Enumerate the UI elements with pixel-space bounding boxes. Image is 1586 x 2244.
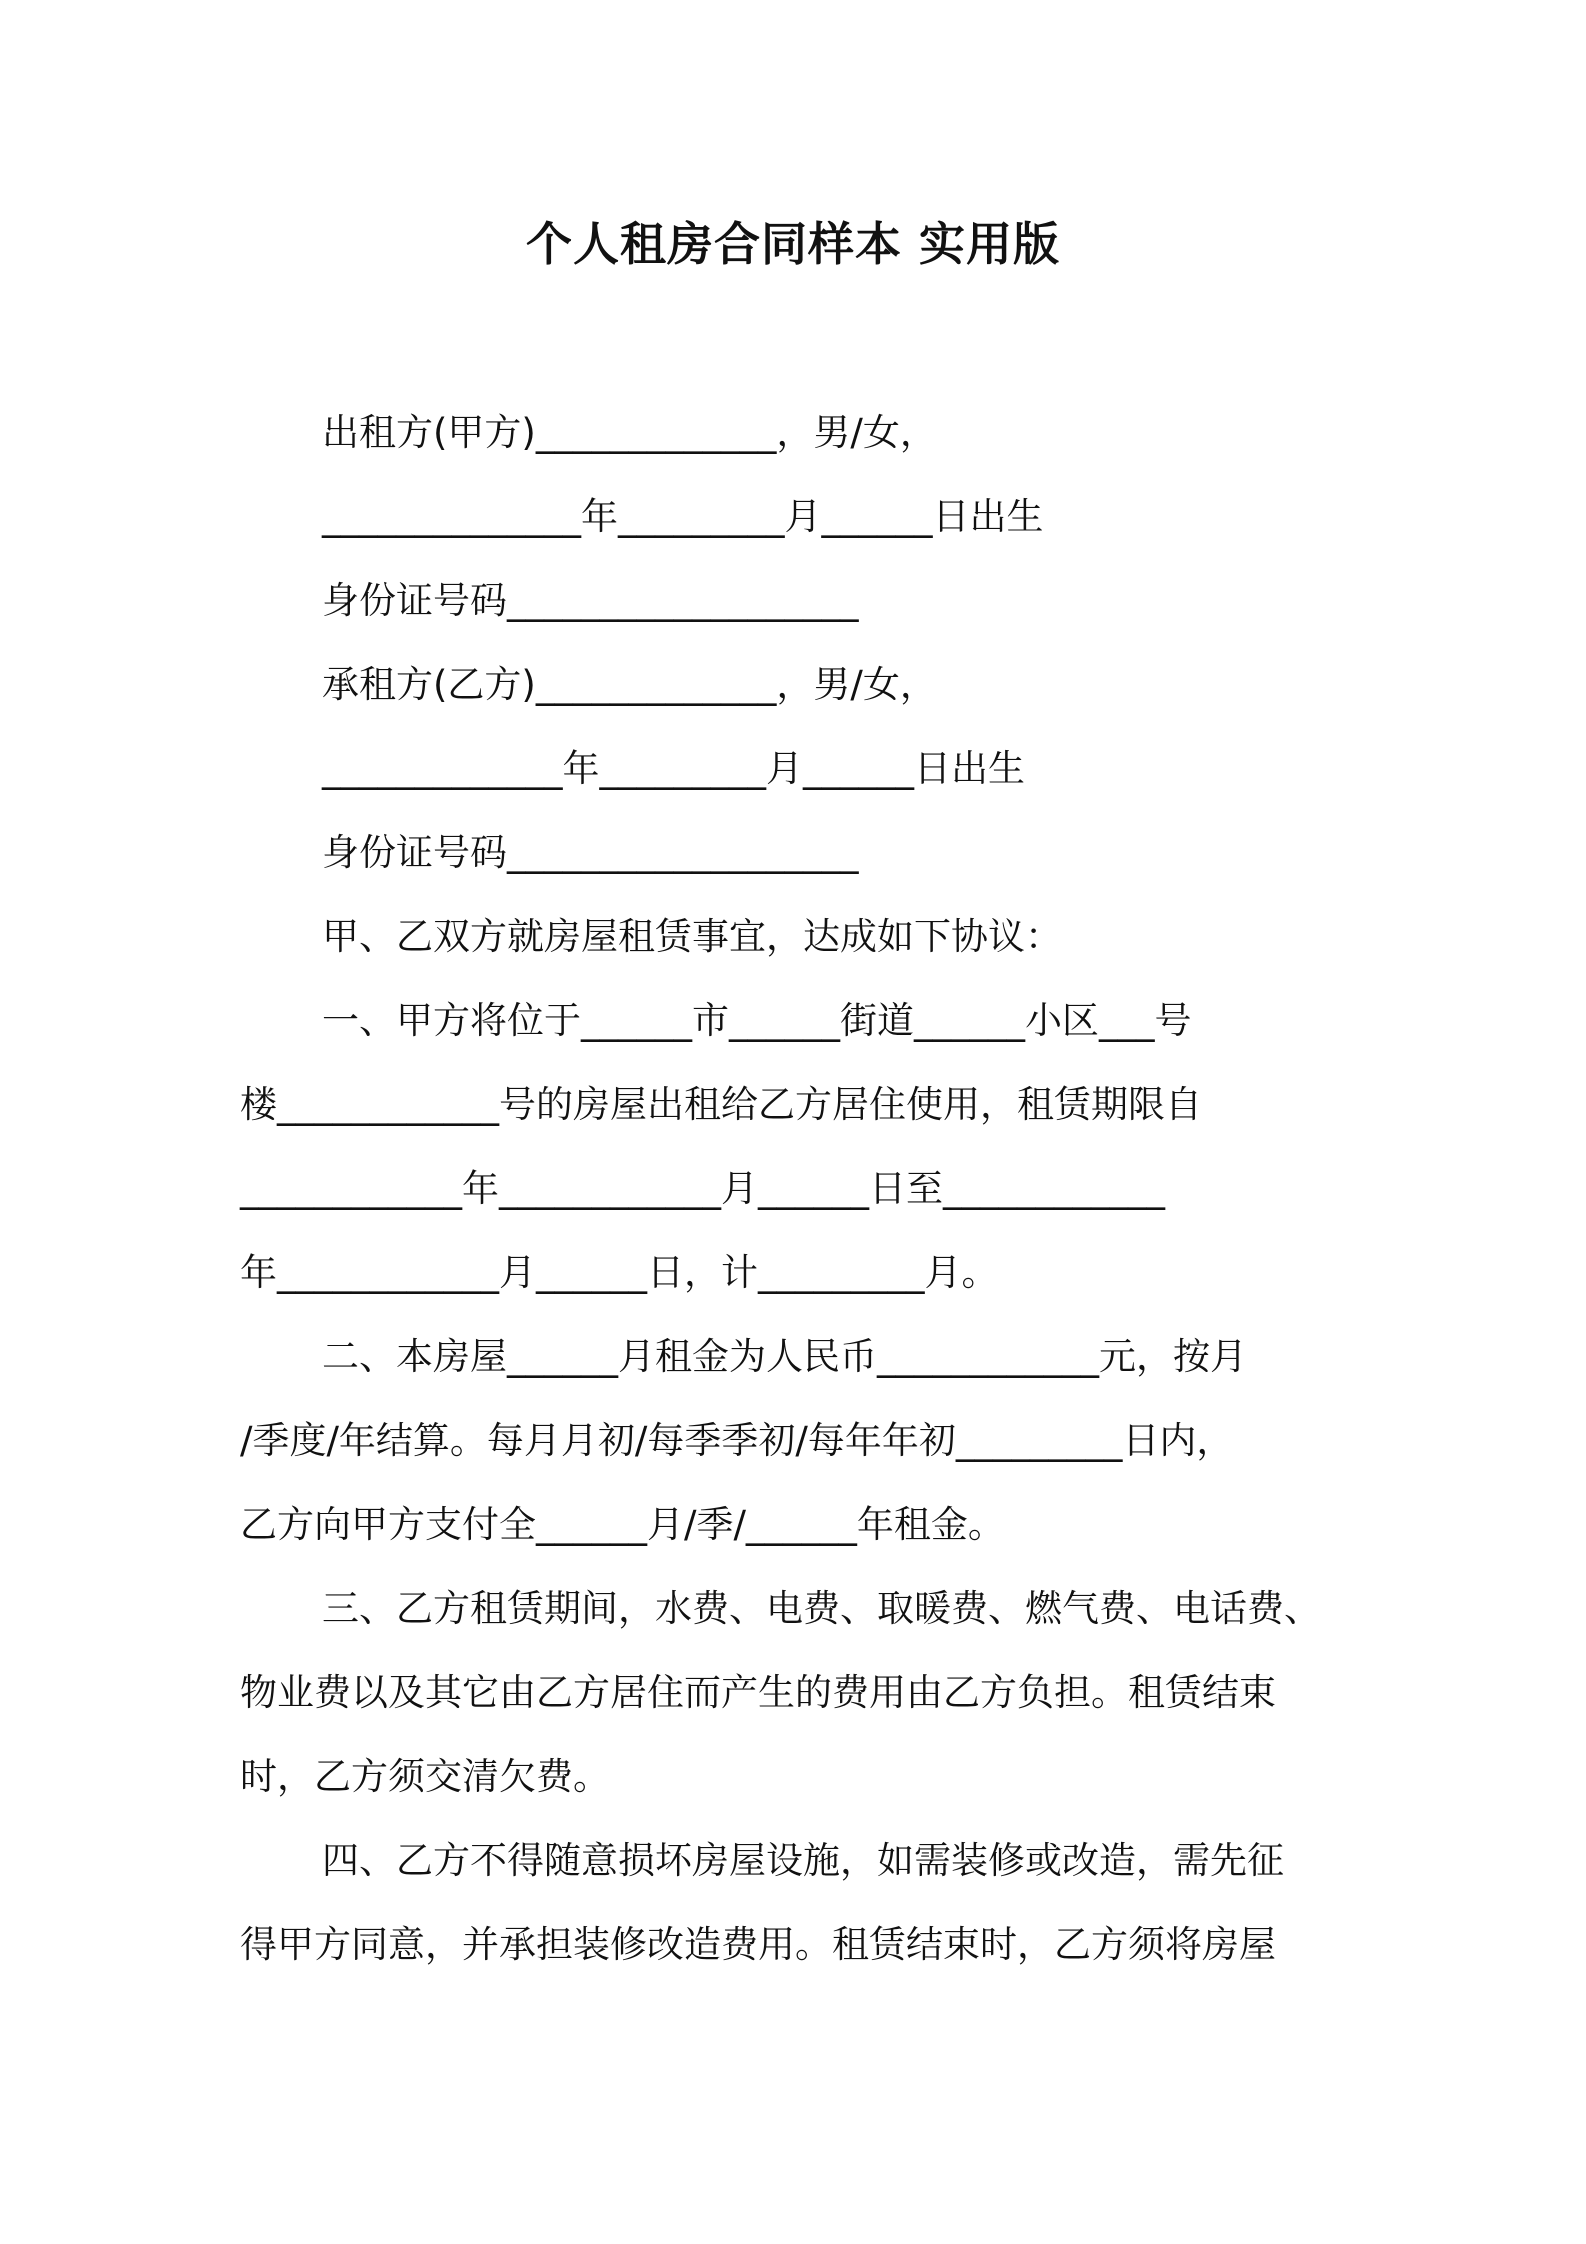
lessee-line: 承租方(乙方)_____________，男/女， (322, 663, 937, 706)
document-title: 个人租房合同样本 实用版 (525, 217, 1060, 271)
clause-2-line-1: 二、本房屋______月租金为人民币____________元，按月 (322, 1335, 1247, 1378)
clause-1-line-3: ____________年____________月______日至____________ (240, 1167, 1165, 1210)
lessor-line: 出租方(甲方)_____________，男/女， (322, 411, 937, 454)
clause-4-line-2: 得甲方同意，并承担装修改造费用。租赁结束时，乙方须将房屋 (240, 1923, 1276, 1966)
lessee-birth-line: _____________年_________月______日出生 (322, 747, 1025, 790)
clause-1-line-2: 楼____________号的房屋出租给乙方居住使用，租赁期限自 (240, 1083, 1202, 1126)
clause-2-line-3: 乙方向甲方支付全______月/季/______年租金。 (240, 1503, 1005, 1546)
lessee-id-line: 身份证号码___________________ (322, 831, 859, 874)
lessor-birth-line: ______________年_________月______日出生 (322, 495, 1044, 538)
clause-3-line-2: 物业费以及其它由乙方居住而产生的费用由乙方负担。租赁结束 (240, 1671, 1276, 1714)
clause-3-line-3: 时，乙方须交清欠费。 (240, 1755, 610, 1798)
clause-2-line-2: /季度/年结算。每月月初/每季季初/每年年初_________日内， (240, 1419, 1234, 1462)
clause-1-line-4: 年____________月______日，计_________月。 (240, 1251, 999, 1294)
clause-4-line-1: 四、乙方不得随意损坏房屋设施，如需装修或改造，需先征 (322, 1839, 1284, 1882)
lessor-id-line: 身份证号码___________________ (322, 579, 859, 622)
clause-1-line-1: 一、甲方将位于______市______街道______小区___号 (322, 999, 1192, 1042)
agreement-intro: 甲、乙双方就房屋租赁事宜，达成如下协议： (322, 915, 1062, 958)
clause-3-line-1: 三、乙方租赁期间，水费、电费、取暖费、燃气费、电话费、 (322, 1587, 1321, 1630)
